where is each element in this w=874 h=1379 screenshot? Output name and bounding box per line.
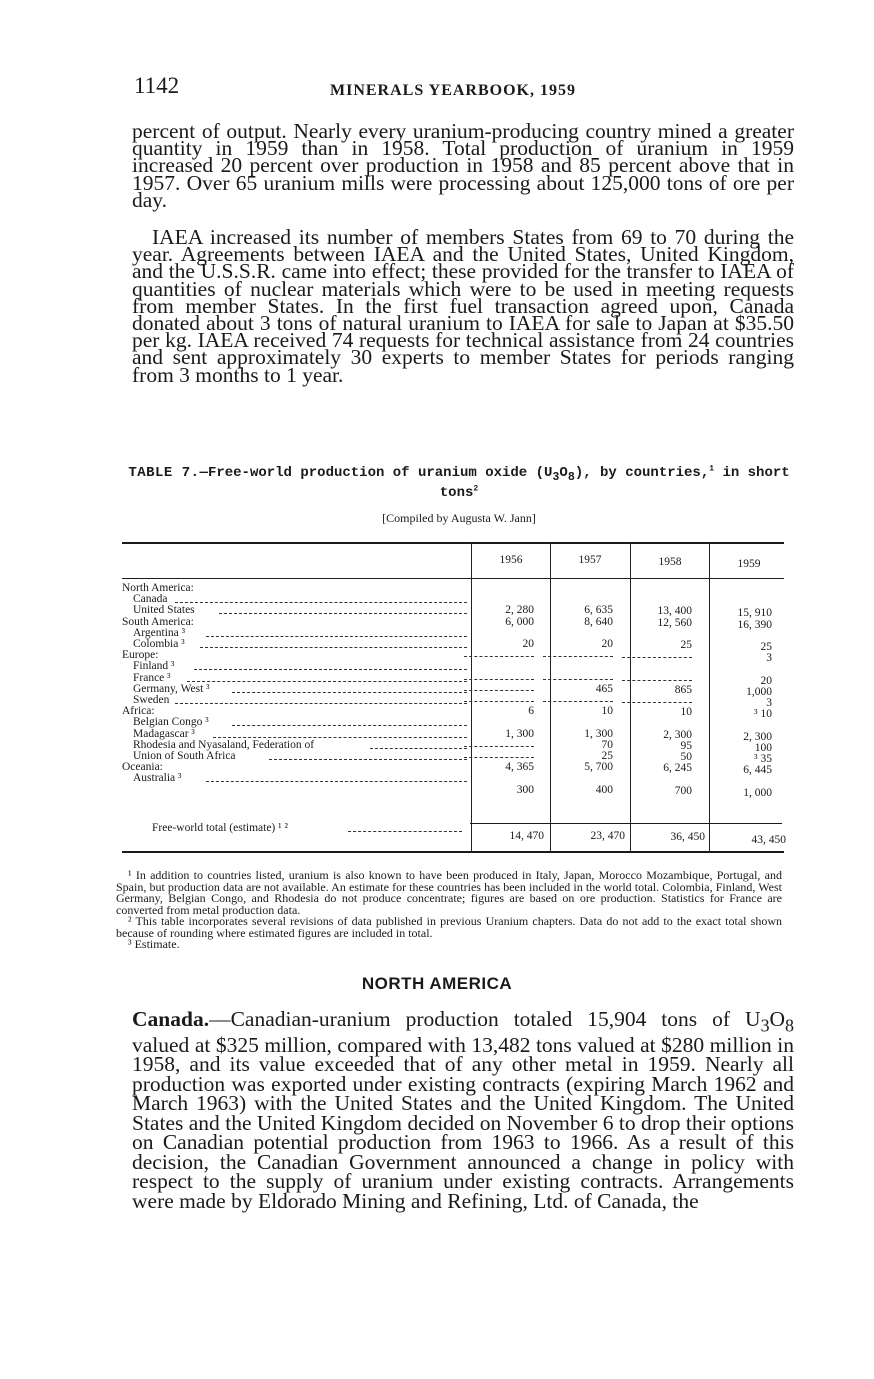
table-total-row: [152, 822, 792, 846]
row-label: Rhodesia and Nyasaland, Federation of: [133, 738, 315, 751]
table-cell: 15, 910: [737, 607, 772, 620]
col-header-1956: 1956: [499, 554, 523, 566]
leader-dots: [175, 695, 467, 704]
table-title-part: ), by countries,: [574, 465, 710, 481]
table-cell: 400: [595, 783, 613, 796]
table-title-footnote-ref: 1: [709, 464, 715, 474]
total-1956: 14, 470: [509, 830, 544, 842]
leader-dots: [206, 773, 467, 782]
table-cell: 1, 300: [505, 727, 534, 740]
table-cell: ³ 10: [754, 708, 772, 721]
table-cell: 3: [766, 697, 772, 709]
table-cell: 6, 445: [743, 764, 772, 777]
total-1957: 23, 470: [590, 830, 625, 842]
table-cell: 1,000: [746, 685, 772, 698]
leader-dots: [232, 684, 468, 693]
table-row: [122, 717, 790, 728]
leader-dots: [370, 740, 467, 749]
table-row: [122, 671, 790, 687]
table-row: [122, 750, 790, 765]
table-cell: 1, 300: [584, 727, 613, 740]
empty-cell-dash: [543, 650, 613, 657]
empty-cell-dash: [464, 650, 534, 657]
empty-cell-dash: [464, 684, 534, 691]
table-cell: 50: [680, 751, 692, 763]
row-label: Australia ³: [133, 772, 182, 785]
leader-dots: [269, 751, 467, 760]
table-row: [122, 638, 790, 653]
empty-cell-dash: [464, 740, 534, 747]
table-title-part: O: [559, 465, 568, 481]
leader-dots: [187, 673, 467, 682]
table-cell: 6: [528, 705, 534, 718]
row-label: Canada: [133, 593, 168, 606]
table-cell: 13, 400: [657, 605, 692, 618]
table-cell: 6, 635: [584, 604, 613, 617]
leader-dots: [194, 661, 467, 670]
table-row: [122, 773, 790, 784]
total-1959: 43, 450: [751, 834, 786, 846]
row-label: Argentina ³: [133, 626, 186, 639]
total-label: Free-world total (estimate) ¹ ²: [152, 822, 288, 834]
paragraph-lead: Canada.: [132, 1007, 210, 1031]
table-footnotes: [116, 870, 782, 951]
table-cell: 8, 640: [584, 615, 613, 628]
table-cell: 25: [760, 641, 772, 653]
table-row: [122, 661, 790, 672]
table-cell: 300: [516, 783, 534, 796]
table-row: [122, 694, 790, 709]
table-cell: 6, 245: [663, 762, 692, 775]
table-row: [122, 628, 790, 639]
empty-cell-dash: [464, 751, 534, 758]
row-label: Union of South Africa: [133, 750, 236, 762]
col-header-1958: 1958: [658, 556, 682, 568]
leader-dots: [200, 639, 467, 648]
formula-sub: 3: [760, 1015, 770, 1036]
table-row: [122, 783, 790, 799]
row-label: Germany, West ³: [133, 682, 210, 695]
footnote-3: ³ Estimate.: [128, 937, 180, 951]
table-title-footnote-ref: 2: [473, 484, 479, 494]
table-cell: 16, 390: [737, 618, 772, 631]
table-cell: 100: [754, 741, 772, 754]
table-row: [122, 649, 790, 665]
row-label: North America:: [122, 582, 194, 594]
row-label: Colombia ³: [133, 638, 185, 650]
table-row: [122, 682, 790, 698]
table-cell: 1, 000: [743, 786, 772, 799]
row-label: France ³: [133, 671, 171, 684]
empty-cell-dash: [622, 674, 692, 681]
row-label: Africa:: [122, 705, 155, 718]
table-cell: 5, 700: [584, 761, 613, 774]
table-title-sub: 8: [567, 469, 575, 484]
table-row: [122, 594, 790, 605]
leader-dots: [206, 628, 467, 637]
empty-cell-dash: [543, 695, 613, 702]
table-cell: 865: [674, 683, 692, 696]
row-label: South America:: [122, 615, 194, 628]
empty-cell-dash: [543, 673, 613, 680]
table-caption: [128, 465, 790, 501]
table-cell: 700: [674, 784, 692, 797]
table-cell: 70: [601, 738, 613, 751]
leader-dots: [213, 729, 467, 738]
table-cell: 465: [595, 682, 613, 695]
table-cell: 95: [680, 739, 692, 752]
page-number: 1142: [134, 73, 180, 98]
leader-dots: [232, 717, 468, 726]
paragraph-text: valued at $325 million, compared with 13,482 tons valued at $280 million in 1958, and its value exceeded that of any other metal in 1959. Nearly all production was exported under existing contracts (expiring March 1962 and March 1963) with the United States and the United Kingdom. The United States and the United Kingdom decided on November 6 to drop their options on Canadian potential production from 1963 to 1966. As a result of this decision, the Canadian Government announced a change in policy with respect to the supply of uranium under existing contracts. Arrangements were made by Eldorado Mining and Refining, Ltd. of Canada, the: [132, 1032, 794, 1213]
empty-cell-dash: [622, 651, 692, 658]
table-cell: 2, 300: [743, 730, 772, 743]
col-header-1957: 1957: [578, 554, 602, 566]
leader-dots: [175, 594, 467, 603]
total-1958: 36, 450: [670, 831, 705, 843]
table-cell: 3: [766, 652, 772, 665]
row-label: Madagascar ³: [133, 727, 195, 740]
table-title-part: in short tons: [439, 465, 790, 501]
table-bottom-rule: [122, 851, 784, 853]
table-cell: 20: [601, 638, 613, 650]
body-paragraph-1: percent of output. Nearly every uranium-producing country mined a greater quantity in 1959 than in 1958. Total production of uranium in 1959 increased 20 percent over production in 1958 and 85 percent above that in 1957. Over 65 uranium mills were processing about 125,000 tons of ore per day.: [132, 119, 794, 212]
body-paragraph-canada: [132, 1007, 794, 1213]
table-cell: 25: [601, 750, 613, 762]
table-label: TABLE 7.: [128, 465, 200, 481]
body-paragraph-2: IAEA increased its number of members States from 69 to 70 during the year. Agreements between IAEA and the United States, United Kingdom, and the U.S.S.R. came into effect; these provided for the transfer to IAEA of quantities of nuclear materials which were to be used in meeting requests from member States. In the first fuel transaction agreed upon, Canada donated about 3 tons of natural uranium to IAEA for sale to Japan at $35.50 per kg. IAEA received 74 requests for technical assistance from 24 countries and sent approximately 30 experts to member States for periods ranging from 3 months to 1 year.: [132, 225, 794, 387]
running-head: MINERALS YEARBOOK, 1959: [330, 82, 576, 99]
row-label: Europe:: [122, 649, 159, 662]
table-cell: 2, 280: [505, 604, 534, 617]
table-row: [122, 761, 790, 777]
row-label: Sweden: [133, 694, 170, 706]
leader-dots: [219, 605, 467, 614]
paragraph-text: O: [769, 1007, 786, 1031]
row-label: United States: [133, 604, 195, 617]
formula-sub: 8: [785, 1015, 794, 1036]
table-cell: 20: [522, 638, 534, 650]
table-cell: 12, 560: [657, 616, 692, 629]
footnote-1: ¹ In addition to countries listed, uranium is also known to have been produced in Italy, Japan, Morocco Mozambique, Portugal, and Spain, but production data are not available. An estimate for these countries has been included in the world total. Colombia, Finland, West Germany, Belgian Congo, and Rhodesia do not produce concentrate; figures are based on ore production. Statistics for France are converted from metal production data.: [116, 868, 782, 917]
empty-cell-dash: [464, 695, 534, 702]
table-row: [122, 604, 790, 620]
table-header-rule: [122, 578, 784, 579]
table-title-part: —Free-world production of uranium oxide (U: [199, 465, 553, 481]
empty-cell-dash: [464, 673, 534, 680]
table-row: [122, 615, 790, 631]
row-label: Finland ³: [133, 660, 175, 673]
table-cell: 10: [680, 706, 692, 719]
table-cell: 25: [680, 639, 692, 651]
table-top-rule: [122, 542, 784, 544]
table-row: [122, 705, 790, 721]
table-row: [122, 583, 790, 594]
table-title-sub: 3: [552, 469, 560, 484]
col-header-1959: 1959: [737, 558, 761, 570]
row-label: Belgian Congo ³: [133, 716, 209, 729]
leader-dots: [348, 823, 462, 832]
row-label: Oceania:: [122, 761, 163, 774]
table-cell: 10: [601, 705, 613, 718]
section-heading: NORTH AMERICA: [361, 974, 513, 993]
table-cell: 20: [760, 674, 772, 687]
empty-cell-dash: [622, 696, 692, 703]
table-compiled-by: [Compiled by Augusta W. Jann]: [382, 511, 536, 525]
table-cell: 4, 365: [505, 761, 534, 774]
table-cell: 2, 300: [663, 728, 692, 741]
paragraph-text: —Canadian-uranium production totaled 15,904 tons of U: [209, 1007, 761, 1031]
footnote-2: ² This table incorporates several revisions of data published in previous Uranium chapters. Data do not add to the exact total shown because of rounding where estimated figures are included in total.: [116, 914, 782, 940]
table-row: [122, 727, 790, 743]
table-cell: ³ 35: [754, 753, 772, 765]
table-cell: 6, 000: [505, 615, 534, 628]
